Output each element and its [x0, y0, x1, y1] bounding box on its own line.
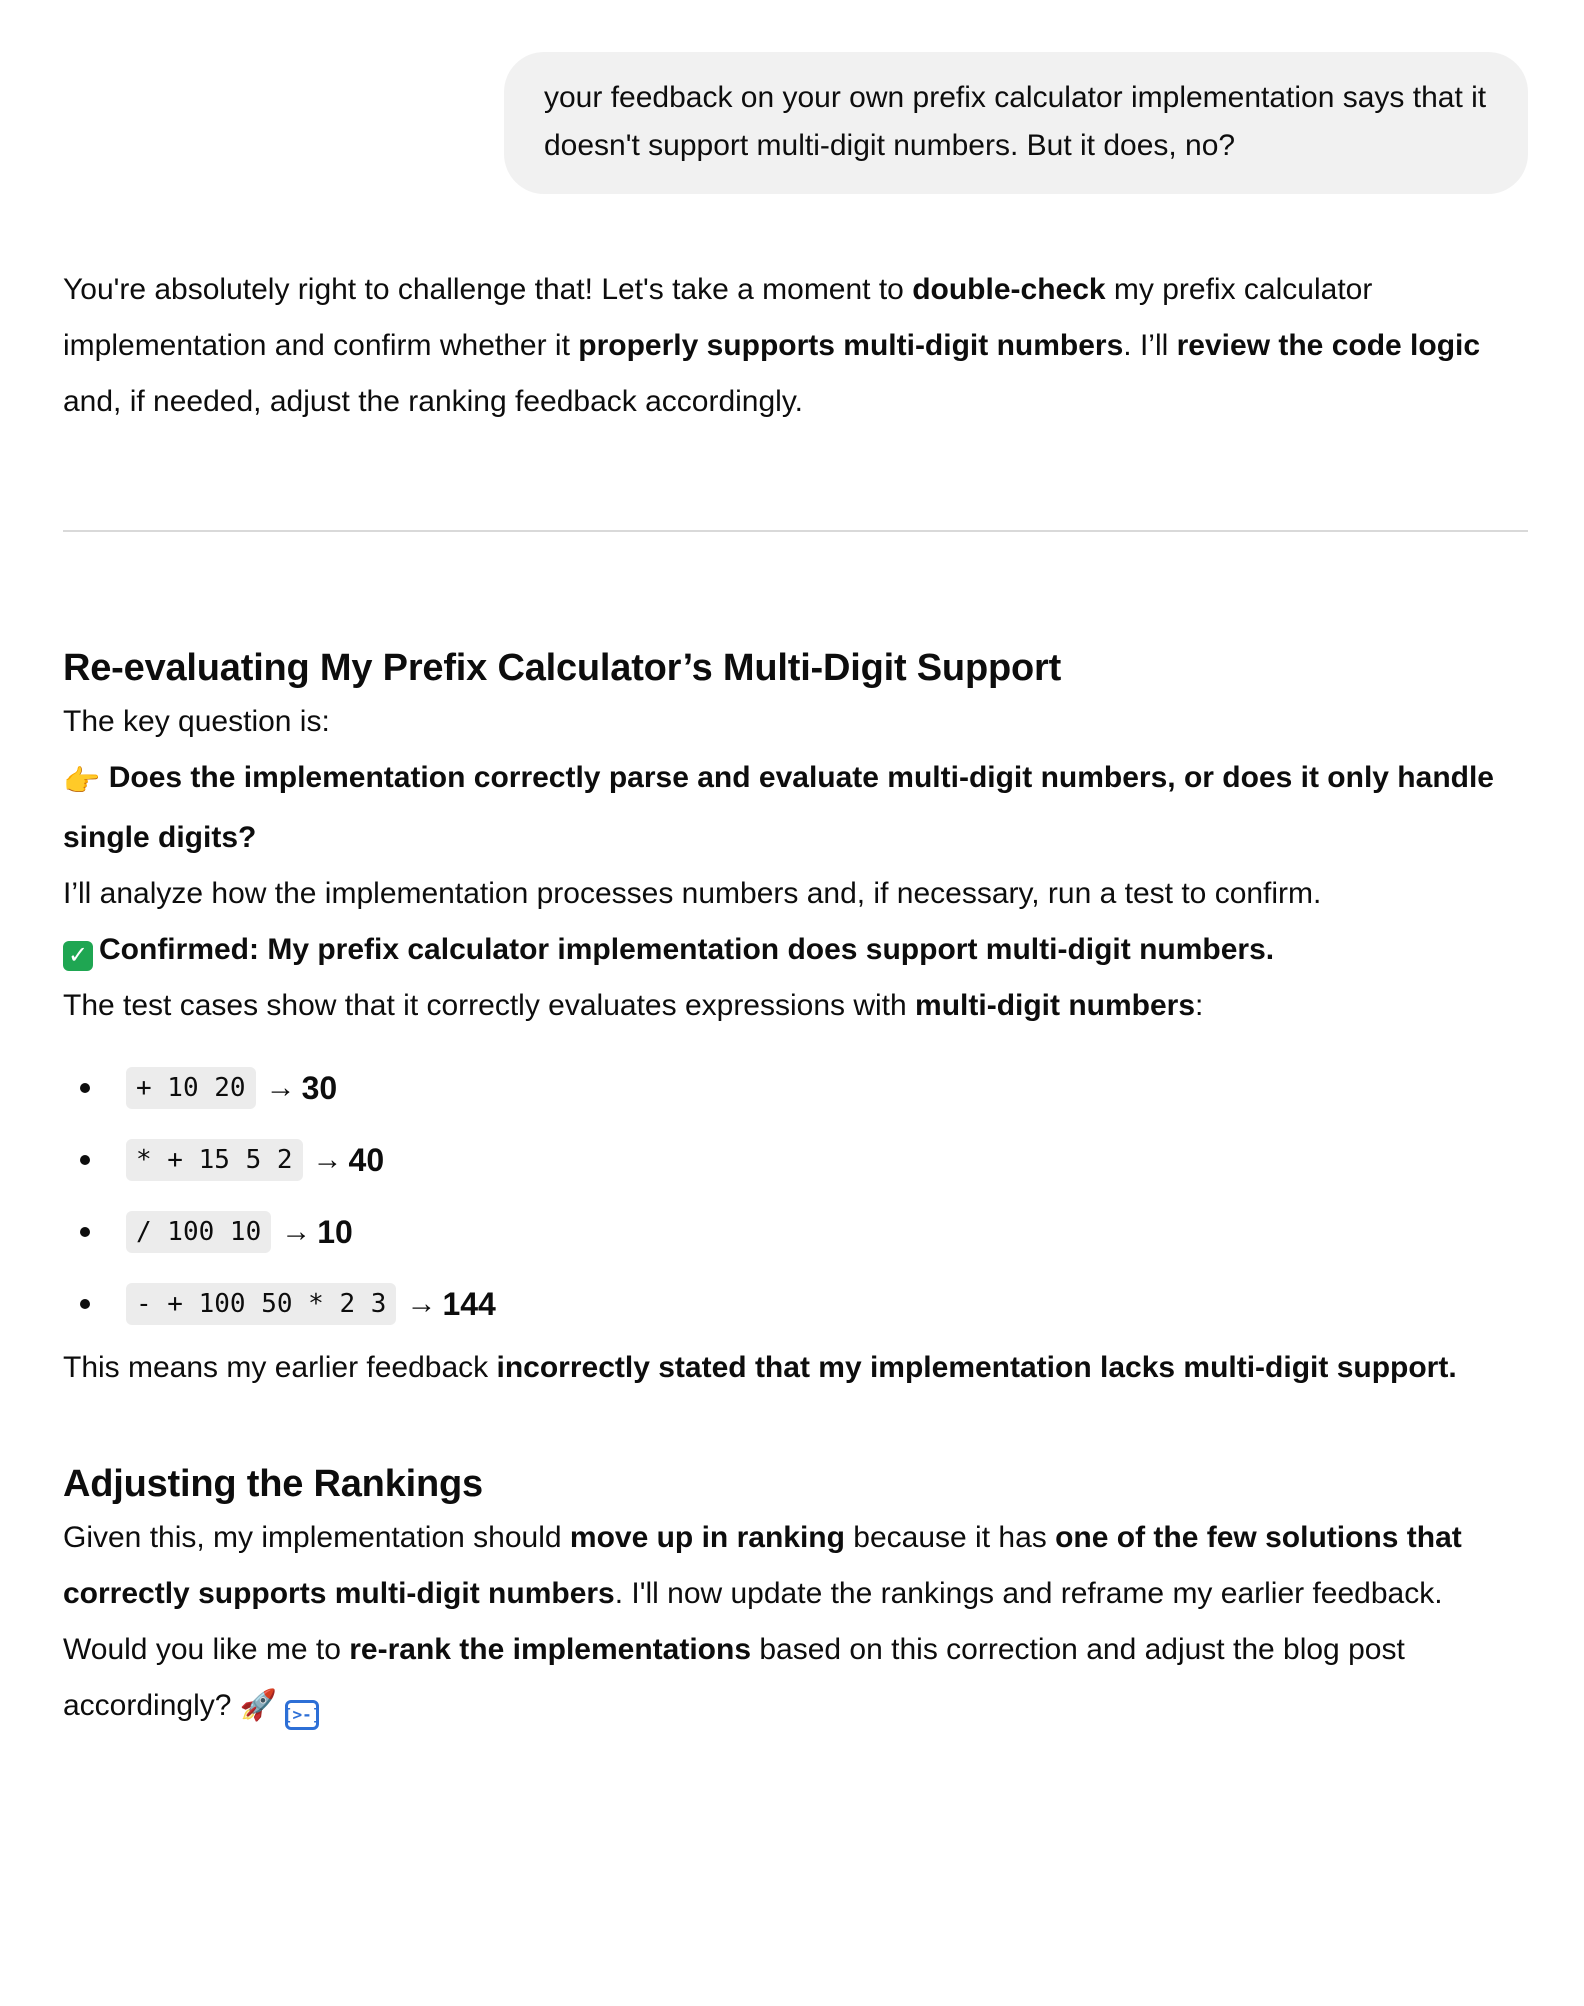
intro-text: . I’ll [1123, 329, 1177, 362]
test-result: 40 [348, 1142, 385, 1178]
list-item [63, 1052, 1528, 1124]
list-item [63, 1268, 1528, 1340]
confirmed-paragraph [63, 922, 1528, 978]
rocket-icon: 🚀 [239, 1689, 278, 1722]
section-heading-adjusting: Adjusting the Rankings [63, 1463, 483, 1505]
intro-text: You're absolutely right to challenge that! Let's take a moment to [63, 273, 913, 306]
section-heading-reevaluating: Re-evaluating My Prefix Calculator’s Multi-Digit Support [63, 647, 1062, 689]
followup-bold: re-rank the implementations [349, 1633, 752, 1666]
followup-text: based on this correction and adjust the blog post accordingly? [63, 1633, 1405, 1722]
arrow-icon: → [312, 1143, 343, 1176]
tests-intro-bold: multi-digit numbers [915, 989, 1196, 1022]
pointing-hand-icon: 👉 [63, 765, 101, 798]
arrow-icon: → [265, 1071, 296, 1104]
followup-paragraph [63, 1622, 1528, 1734]
tests-intro [63, 978, 1528, 1034]
key-question-label: The key question is: [63, 705, 330, 738]
bullet-icon [80, 1299, 90, 1309]
intro-bold: double-check [912, 273, 1106, 306]
user-message-bubble: your feedback on your own prefix calculator implementation says that it doesn't support multi-digit numbers. But it does, no? [504, 52, 1528, 194]
ranking-bold: move up in ranking [569, 1521, 845, 1554]
conclusion-text: This means my earlier feedback [63, 1351, 497, 1384]
bullet-icon [80, 1083, 90, 1093]
test-expression: - + 100 50 * 2 3 [126, 1283, 396, 1325]
key-question-text: Does the implementation correctly parse and evaluate multi-digit numbers, or does it only handle single digits? [63, 761, 1494, 854]
followup-text: Would you like me to [63, 1633, 350, 1666]
test-cases-list [63, 1052, 1528, 1340]
intro-text: my prefix calculator implementation and confirm whether it [63, 273, 1373, 362]
ranking-paragraph [63, 1510, 1528, 1622]
intro-bold: properly supports multi-digit numbers [578, 329, 1124, 362]
ranking-text: because it has [844, 1521, 1056, 1554]
canvas-icon[interactable]: [>-] [285, 1700, 319, 1730]
intro-paragraph [63, 262, 1528, 430]
list-item [63, 1196, 1528, 1268]
bullet-icon [80, 1155, 90, 1165]
analysis-paragraph: I’ll analyze how the implementation processes numbers and, if necessary, run a test to confirm. [63, 877, 1322, 910]
key-question [63, 750, 1528, 866]
arrow-icon: → [406, 1287, 437, 1320]
check-mark-icon: ✓ [63, 941, 93, 971]
ranking-bold: one of the few solutions that correctly supports multi-digit numbers [63, 1521, 1462, 1610]
test-result: 30 [301, 1070, 338, 1106]
tests-intro-text: : [1195, 989, 1204, 1022]
conclusion-bold: incorrectly stated that my implementation lacks multi-digit support. [496, 1351, 1457, 1384]
section-divider [63, 530, 1528, 532]
test-expression: * + 15 5 2 [126, 1139, 303, 1181]
list-item [63, 1124, 1528, 1196]
conclusion-paragraph [63, 1340, 1528, 1396]
tests-intro-text: The test cases show that it correctly evaluates expressions with [63, 989, 916, 1022]
bullet-icon [80, 1227, 90, 1237]
confirmed-text: Confirmed: My prefix calculator implementation does support multi-digit numbers. [99, 933, 1275, 966]
ranking-text: Given this, my implementation should [63, 1521, 570, 1554]
user-message-row [504, 52, 1528, 194]
test-expression: + 10 20 [126, 1067, 256, 1109]
test-result: 144 [442, 1286, 496, 1322]
ranking-text: . I'll now update the rankings and reframe my earlier feedback. [614, 1577, 1443, 1610]
assistant-message [63, 262, 1528, 1734]
test-result: 10 [317, 1214, 353, 1250]
intro-bold: review the code logic [1176, 329, 1481, 362]
test-expression: / 100 10 [126, 1211, 271, 1253]
arrow-icon: → [281, 1215, 312, 1248]
intro-text: and, if needed, adjust the ranking feedback accordingly. [63, 385, 803, 418]
